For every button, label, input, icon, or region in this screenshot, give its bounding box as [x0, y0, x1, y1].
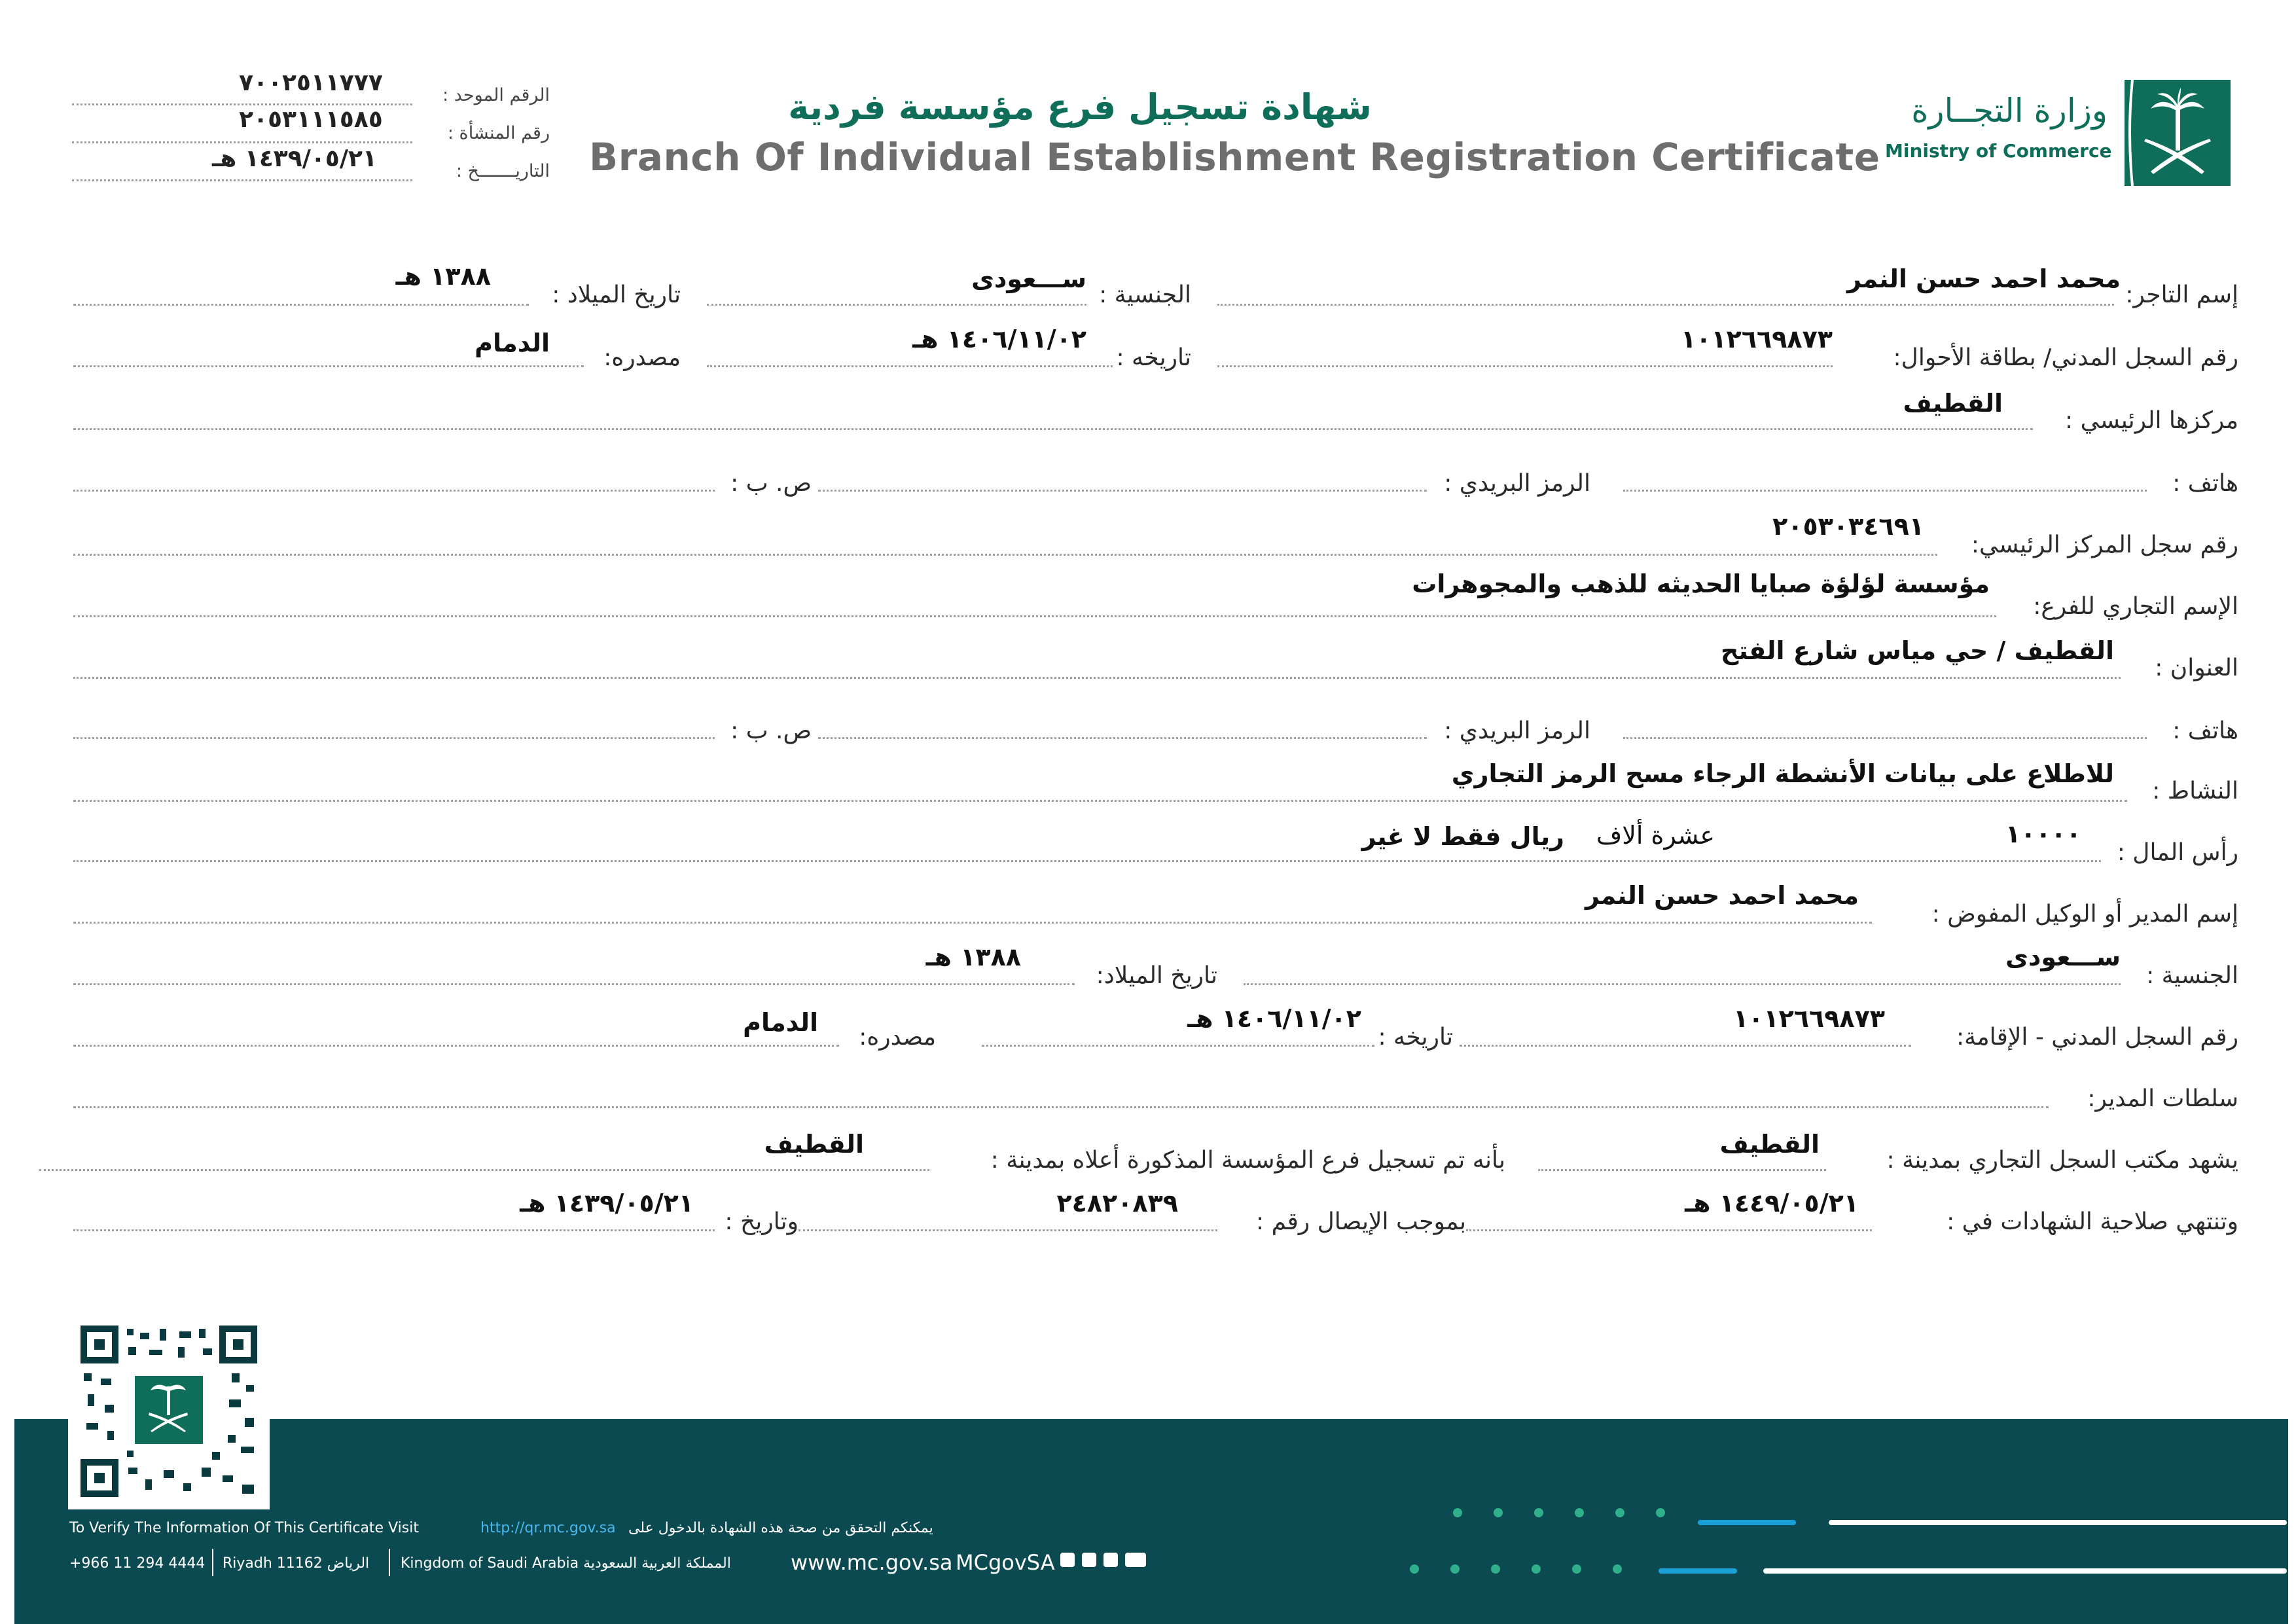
footer-divider — [389, 1549, 390, 1576]
birth-date-label: تاريخ الميلاد : — [552, 281, 681, 308]
source-label: مصدره: — [603, 344, 681, 371]
decor-dot — [1494, 1508, 1503, 1517]
decor-dot — [1450, 1564, 1460, 1574]
qr-code[interactable] — [68, 1313, 270, 1509]
registered-city-line — [39, 1169, 929, 1171]
unified-number-value: ٧٠٠٢٥١١٧٧٧ — [239, 69, 383, 96]
civil-id-label: رقم السجل المدني/ بطاقة الأحوال: — [1893, 344, 2238, 371]
office-city-label: يشهد مكتب السجل التجاري بمدينة : — [1886, 1147, 2238, 1174]
phone-line — [1623, 490, 2147, 492]
unified-number-line — [72, 103, 412, 105]
mgr-civil-id-label: رقم السجل المدني - الإقامة: — [1956, 1024, 2238, 1051]
decor-line — [1659, 1568, 1737, 1574]
decor-dot — [1575, 1508, 1584, 1517]
issue-date-label: التاريـــــــخ : — [456, 161, 550, 181]
decor-line — [1698, 1520, 1796, 1525]
mgr-nationality-label: الجنسية : — [2146, 962, 2238, 989]
certificate-title-ar: شهادة تسجيل فرع مؤسسة فردية — [788, 86, 1372, 128]
mgr-civil-date-line — [982, 1045, 1374, 1047]
footer-website[interactable]: www.mc.gov.sa — [791, 1550, 953, 1575]
mgr-powers-line — [73, 1106, 2049, 1108]
issue-date-line — [72, 179, 412, 181]
ministry-name-ar: وزارة التجــارة — [1911, 92, 2108, 130]
mgr-powers-label: سلطات المدير: — [2087, 1085, 2238, 1112]
manager-name-value: محمد احمد حسن النمر — [1585, 881, 1859, 910]
office-city-value: القطيف — [1719, 1130, 1820, 1159]
activity-line — [73, 800, 2127, 802]
social-icons — [1056, 1553, 1146, 1567]
establishment-number-label: رقم المنشأة : — [447, 123, 550, 143]
footer-divider — [212, 1549, 213, 1576]
nationality-label: الجنسية : — [1099, 281, 1191, 308]
expiry-value: ١٤٤٩/٠٥/٢١ هـ — [1685, 1189, 1859, 1218]
footer-country: Kingdom of Saudi Arabia المملكة العربية السعودية — [401, 1555, 731, 1572]
verify-link[interactable]: http://qr.mc.gov.sa — [480, 1520, 616, 1536]
decor-dot — [1532, 1564, 1541, 1574]
nationality-line — [707, 304, 1086, 306]
decor-dot — [1453, 1508, 1462, 1517]
mgr-source-label: مصدره: — [859, 1024, 936, 1051]
pobox-label: ص. ب : — [730, 470, 812, 497]
postal-code2-label: الرمز البريدي : — [1444, 717, 1590, 744]
phone-label: هاتف : — [2172, 470, 2238, 497]
civil-date-line — [707, 365, 1113, 367]
certificate-title-en: Branch Of Individual Establishment Registration Certificate — [589, 135, 1880, 179]
footer-handle[interactable]: MCgovSA — [956, 1550, 1055, 1575]
merchant-name-label: إسم التاجر: — [2125, 281, 2238, 308]
mgr-nationality-line — [1244, 983, 2121, 985]
verify-text-ar: يمكنكم التحقق من صحة هذه الشهادة بالدخول على — [628, 1520, 933, 1536]
mgr-birth-date-line — [73, 983, 1075, 985]
civil-date-label: تاريخه : — [1116, 344, 1191, 371]
capital-value: ١٠٠٠٠ — [2005, 820, 2081, 848]
merchant-name-value: محمد احمد حسن النمر — [1846, 264, 2121, 293]
activity-label: النشاط : — [2152, 778, 2238, 804]
mgr-source-line — [73, 1045, 839, 1047]
postal-code-line — [818, 490, 1427, 492]
address-label: العنوان : — [2155, 655, 2238, 681]
phone2-label: هاتف : — [2172, 717, 2238, 744]
pobox2-label: ص. ب : — [730, 717, 812, 744]
expiry-label: وتنتهي صلاحية الشهادات في : — [1946, 1208, 2238, 1235]
registered-city-label: بأنه تم تسجيل فرع المؤسسة المذكورة أعلاه بمدينة : — [990, 1147, 1505, 1174]
facebook-icon[interactable] — [1082, 1553, 1096, 1567]
pobox-line — [73, 490, 715, 492]
registered-city-value: القطيف — [764, 1130, 864, 1159]
receipt-number-line — [798, 1229, 1217, 1231]
birth-date-value: ١٣٨٨ هـ — [395, 262, 491, 291]
receipt-date-label: وتاريخ : — [725, 1208, 798, 1235]
receipt-number-label: بموجب الإيصال رقم : — [1256, 1208, 1466, 1235]
mgr-nationality-value: ســـعودى — [2005, 943, 2121, 971]
branch-trade-name-label: الإسم التجاري للفرع: — [2033, 593, 2238, 620]
verify-text-en: To Verify The Information Of This Certificate Visit — [69, 1520, 419, 1536]
source-line — [73, 365, 584, 367]
decor-line — [1829, 1520, 2287, 1525]
hq-line — [73, 428, 2033, 430]
office-city-line — [1538, 1169, 1826, 1171]
capital-words: عشرة ألاف — [1596, 821, 1715, 850]
unified-number-label: الرقم الموحد : — [442, 85, 550, 105]
mgr-birth-date-label: تاريخ الميلاد: — [1096, 962, 1217, 989]
palm-swords-icon — [2118, 73, 2237, 192]
address-value: القطيف / حي مياس شارع الفتح — [1720, 636, 2114, 665]
decor-dot — [1572, 1564, 1581, 1574]
postal-code2-line — [818, 737, 1427, 739]
mgr-civil-date-value: ١٤٠٦/١١/٠٢ هـ — [1187, 1004, 1361, 1033]
twitter-icon[interactable] — [1103, 1553, 1118, 1567]
issue-date-value: ١٤٣٩/٠٥/٢١ هـ — [212, 145, 377, 172]
capital-label: رأس المال : — [2117, 839, 2238, 866]
footer-city: Riyadh 11162 الرياض — [223, 1555, 370, 1572]
nationality-value: ســـعودى — [971, 264, 1086, 293]
footer-phone: +966 11 294 4444 — [69, 1555, 206, 1572]
establishment-number-line — [72, 141, 412, 143]
phone2-line — [1623, 737, 2147, 739]
mgr-birth-date-value: ١٣٨٨ هـ — [925, 943, 1021, 971]
mgr-civil-id-line — [1460, 1045, 1911, 1047]
decor-dot — [1656, 1508, 1665, 1517]
civil-date-value: ١٤٠٦/١١/٠٢ هـ — [912, 325, 1086, 353]
hq-value: القطيف — [1903, 389, 2003, 418]
decor-dot — [1410, 1564, 1419, 1574]
mgr-source-value: الدمام — [743, 1008, 818, 1037]
capital-currency: ريال فقط لا غير — [1361, 822, 1564, 851]
decor-line — [1763, 1568, 2287, 1574]
ministry-name-en: Ministry of Commerce — [1885, 140, 2112, 162]
manager-name-line — [73, 922, 1872, 924]
decor-dot — [1534, 1508, 1543, 1517]
mgr-civil-id-value: ١٠١٢٦٦٩٨٧٣ — [1733, 1004, 1885, 1033]
branch-trade-name-value: مؤسسة لؤلؤة صبايا الحديثه للذهب والمجوهرات — [1412, 569, 1990, 598]
hq-registration-line — [73, 554, 1937, 556]
civil-id-line — [1217, 365, 1833, 367]
establishment-number-value: ٢٠٥٣١١١٥٨٥ — [239, 106, 383, 133]
decor-dot — [1613, 1564, 1622, 1574]
postal-code-label: الرمز البريدي : — [1444, 470, 1590, 497]
hq-registration-value: ٢٠٥٣٠٣٤٦٩١ — [1772, 512, 1924, 541]
decor-dot — [1615, 1508, 1624, 1517]
decor-dot — [1491, 1564, 1500, 1574]
receipt-date-value: ١٤٣٩/٠٥/٢١ هـ — [520, 1189, 694, 1218]
mgr-civil-date-label: تاريخه : — [1378, 1024, 1453, 1051]
qr-code-icon — [68, 1313, 270, 1509]
expiry-line — [1466, 1229, 1872, 1231]
address-line — [73, 677, 2121, 679]
activity-value: للاطلاع على بيانات الأنشطة الرجاء مسح الرمز التجاري — [1451, 759, 2114, 788]
hq-label: مركزها الرئيسي : — [2065, 407, 2238, 434]
instagram-icon[interactable] — [1060, 1553, 1075, 1567]
ministry-logo — [2118, 73, 2237, 192]
manager-name-label: إسم المدير أو الوكيل المفوض : — [1931, 901, 2238, 928]
receipt-number-value: ٢٤٨٢٠٨٣٩ — [1056, 1189, 1178, 1218]
merchant-name-line — [1217, 304, 2114, 306]
youtube-icon[interactable] — [1125, 1553, 1146, 1567]
birth-date-line — [73, 304, 529, 306]
branch-trade-name-line — [73, 615, 1996, 617]
receipt-date-line — [73, 1229, 715, 1231]
pobox2-line — [73, 737, 715, 739]
capital-line — [73, 860, 2101, 862]
civil-id-value: ١٠١٢٦٦٩٨٧٣ — [1681, 325, 1833, 353]
source-value: الدمام — [475, 329, 550, 357]
hq-registration-label: رقم سجل المركز الرئيسي: — [1971, 532, 2238, 558]
